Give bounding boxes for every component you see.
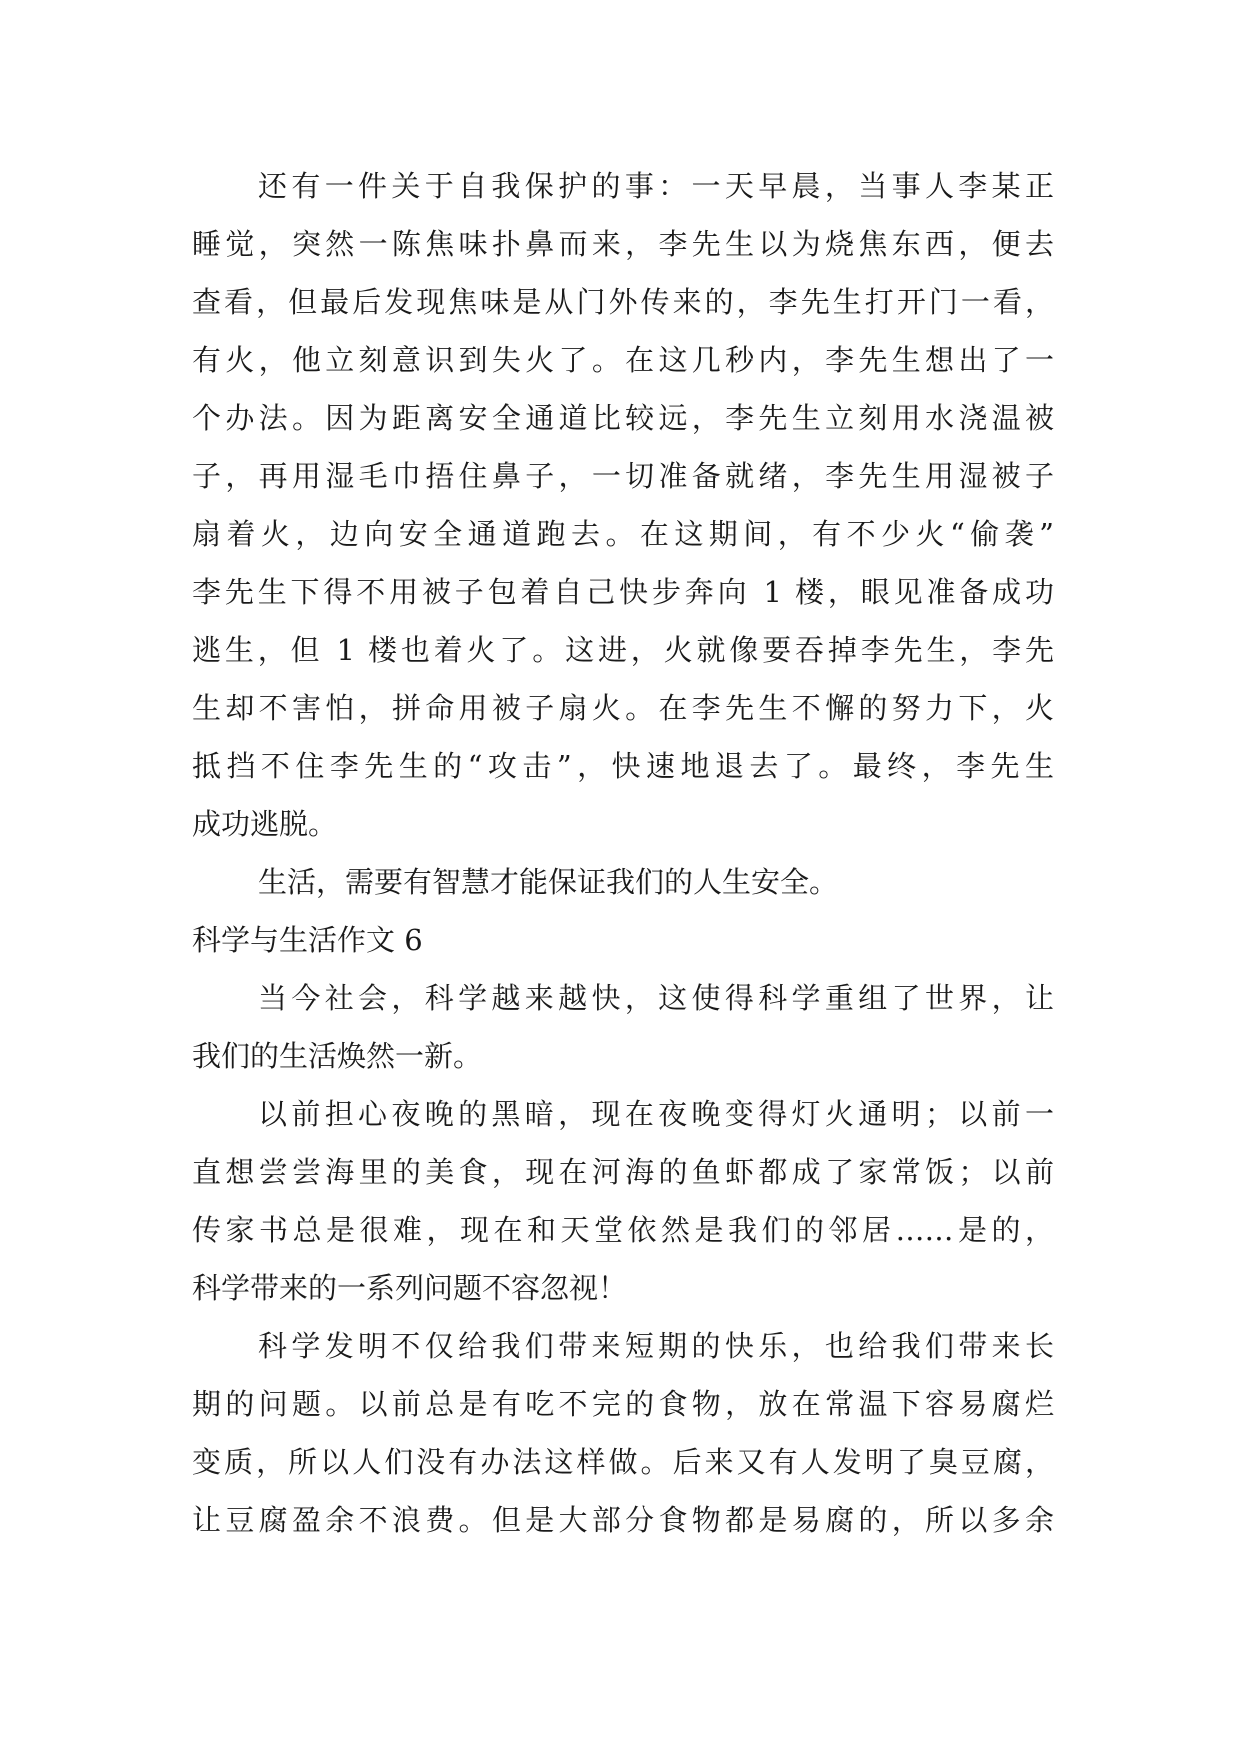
paragraph-line: 我们的生活焕然一新。 — [192, 1039, 483, 1073]
paragraph-line: 以前担心夜晚的黑暗，现在夜晚变得灯火通明；以前一 — [258, 1097, 1054, 1131]
paragraph-line: 科学发明不仅给我们带来短期的快乐，也给我们带来长 — [258, 1329, 1054, 1363]
paragraph-line: 抵挡不住李先生的“攻击”，快速地退去了。最终，李先生 — [192, 749, 1054, 783]
section-heading: 科学与生活作文 6 — [192, 923, 423, 957]
paragraph-line: 还有一件关于自我保护的事：一天早晨，当事人李某正 — [258, 169, 1054, 203]
paragraph-line: 个办法。因为距离安全通道比较远，李先生立刻用水浇温被 — [192, 401, 1054, 435]
paragraph-line: 有火，他立刻意识到失火了。在这几秒内，李先生想出了一 — [192, 343, 1054, 377]
paragraph-line: 直想尝尝海里的美食，现在河海的鱼虾都成了家常饭；以前 — [192, 1155, 1054, 1189]
paragraph-line: 让豆腐盈余不浪费。但是大部分食物都是易腐的，所以多余 — [192, 1503, 1054, 1537]
paragraph-line: 当今社会，科学越来越快，这使得科学重组了世界，让 — [258, 981, 1054, 1015]
paragraph-line: 成功逃脱。 — [192, 807, 338, 841]
paragraph-line: 李先生下得不用被子包着自己快步奔向 1 楼，眼见准备成功 — [192, 575, 1054, 609]
document-page — [192, 157, 1054, 1549]
paragraph-line: 逃生，但 1 楼也着火了。这进，火就像要吞掉李先生，李先 — [192, 633, 1054, 667]
paragraph-line: 扇着火，边向安全通道跑去。在这期间，有不少火“偷袭” — [192, 517, 1054, 551]
paragraph-line: 科学带来的一系列问题不容忽视！ — [192, 1271, 628, 1305]
paragraph-line: 查看，但最后发现焦味是从门外传来的，李先生打开门一看， — [192, 285, 1054, 319]
paragraph-line: 变质，所以人们没有办法这样做。后来又有人发明了臭豆腐， — [192, 1445, 1054, 1479]
paragraph-line: 睡觉，突然一陈焦味扑鼻而来，李先生以为烧焦东西，便去 — [192, 227, 1054, 261]
paragraph-line: 生却不害怕，拼命用被子扇火。在李先生不懈的努力下，火 — [192, 691, 1054, 725]
paragraph-line: 传家书总是很难，现在和天堂依然是我们的邻居……是的， — [192, 1213, 1054, 1247]
paragraph-line: 子，再用湿毛巾捂住鼻子，一切准备就绪，李先生用湿被子 — [192, 459, 1054, 493]
paragraph-line: 期的问题。以前总是有吃不完的食物，放在常温下容易腐烂 — [192, 1387, 1054, 1421]
paragraph-line: 生活，需要有智慧才能保证我们的人生安全。 — [258, 865, 839, 899]
